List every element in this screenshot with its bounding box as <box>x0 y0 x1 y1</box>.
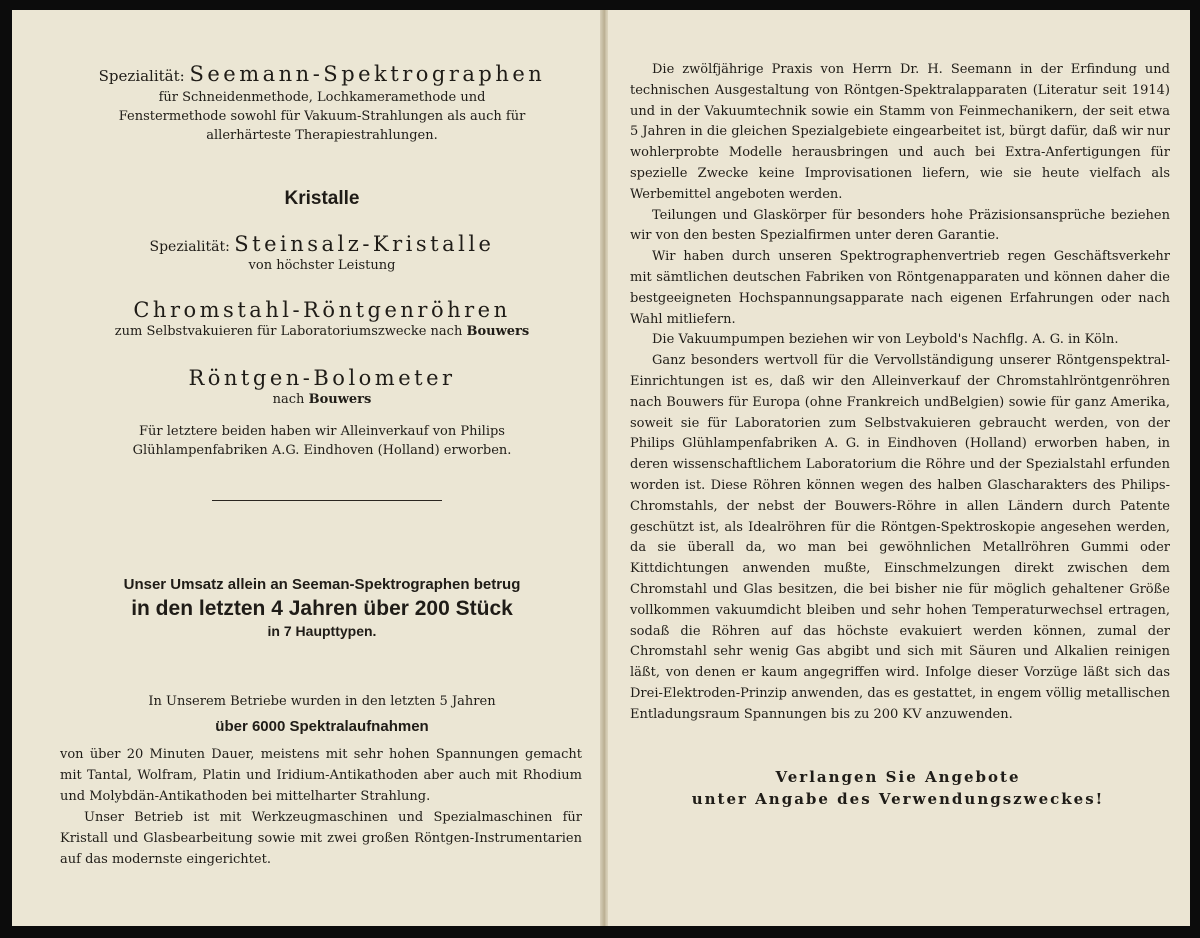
umsatz-section <box>32 576 612 639</box>
bolometer-heading: Röntgen-Bolometer <box>188 366 456 390</box>
chromstahl-section <box>32 298 612 341</box>
teilungen-paragraph: Teilungen und Glaskörper für besonders hohe Präzisionsansprüche beziehen wir von den besten Spezialfirmen unter deren Garantie. <box>630 207 1170 244</box>
chromstahl-heading: Chromstahl-Röntgenröhren <box>133 298 511 322</box>
seemann-section <box>52 62 592 145</box>
closing-callout <box>628 766 1168 810</box>
right-page <box>608 10 1190 926</box>
bolometer-section <box>32 366 612 409</box>
right-text-body <box>630 60 1170 726</box>
umsatz-line3: in 7 Haupttypen. <box>267 623 377 639</box>
umsatz-line2: in den letzten 4 Jahren über 200 Stück <box>131 597 513 620</box>
seemann-heading: Seemann-Spektrographen <box>189 62 546 86</box>
specialty-prefix-2: Spezialität: <box>149 239 230 255</box>
closing-line1: Verlangen Sie Angebote <box>775 768 1021 786</box>
brochure-spread <box>12 10 1190 926</box>
seemann-description: für Schneidenmethode, Lochkameramethode und Fenstermethode sowohl für Vakuum-Strahlungen als auch für allerhärteste Therapiestrahlungen. <box>118 90 526 143</box>
left-page <box>12 10 602 926</box>
chromstahl-paragraph: Ganz besonders wertvoll für die Vervollständigung unserer Röntgenspektral-Einrichtungen ist es, daß wir den Alleinverkauf der Chromstahlröntgenröhren nach Bouwers für Europa (ohne Frankreich undBelgien) sowie für ganz Amerika, soweit sie für Laboratorien zum Selbstvakuieren gebraucht werden, von der Philips Glühlampenfabriken A. G. in Eindhoven (Holland) erworben haben, in deren wissenschaftlichem Laboratorium die Röhre und der Spezialstahl erfunden worden ist. Diese Röhren können wegen des halben Glascharakters des Philips-Chromstahls, der nebst der Bouwers-Röhre in allen Ländern durch Patente geschützt ist, als Idealröhren für die Röntgen-Spektroskopie angesehen werden, da sie überall da, wo man bei gewöhnlichen Metallröhren Gummi oder Kittdichtungen anwenden mußte, Einschmelzungen direkt zwischen dem Chromstahl und Glas besitzen, die bei bisher nie für möglich gehaltener Größe vollkommen vakuumdicht bleiben und sehr hohen Temperaturwechsel ertragen, sodaß die Röhren auf das höchste evakuiert werden können, zumal der Chromstahl sehr wenig Gas abgibt und sich mit Säuren und Alkalien reinigen läßt, von denen er kaum angegriffen wird. Infolge dieser Vorzüge läßt sich das Drei-Elektroden-Prinzip anwenden, das es gestattet, in engem völlig metallischen Entladungsraum Spannungen bis zu 200 KV anzuwenden. <box>630 353 1170 722</box>
bolometer-inventor: Bouwers <box>308 392 372 407</box>
praxis-paragraph: Die zwölfjährige Praxis von Herrn Dr. H. Seemann in der Erfindung und technischen Ausgestaltung von Röntgen-Spektralapparaten (Literatur seit 1914) und in der Vakuumtechnik sowie ein Stamm von Feinmechanikern, der seit etwa 5 Jahren in die gleichen Spezialgebiete eingearbeitet ist, bürgt dafür, daß wir nur wohlerprobte Modelle herausbringen und auch bei Extra-Anfertigungen für spezielle Zwecke keine Improvisationen liefern, wie sie heute vielfach als Werbemittel angeboten werden. <box>630 62 1170 202</box>
chromstahl-inventor: Bouwers <box>466 324 530 339</box>
steinsalz-subtitle: von höchster Leistung <box>248 258 396 273</box>
spektrograph-vertrieb-paragraph: Wir haben durch unseren Spektrographenvertrieb regen Geschäftsverkehr mit sämtlichen deutschen Fabriken von Röntgenapparaten und können daher die bestgeeigneten Hochspannungsapparate nach eigenen Erfahrungen oder nach Wahl mitliefern. <box>630 249 1170 327</box>
kristalle-heading: Kristalle <box>284 188 360 209</box>
steinsalz-section <box>52 232 592 275</box>
chromstahl-subtitle: zum Selbstvakuieren für Laboratoriumszwecke nach <box>114 324 463 339</box>
betrieb-details: von über 20 Minuten Dauer, meistens mit sehr hohen Spannungen gemacht mit Tantal, Wolfram, Platin und Iridium-Antikathoden aber auch mit Rhodium und Molybdän-Antikathoden bei mittelharter Strahlung. <box>60 747 582 804</box>
betrieb-line2: über 6000 Spektralaufnahmen <box>215 718 429 735</box>
alleinverkauf-note: Für letztere beiden haben wir Alleinverkauf von Philips Glühlampenfabriken A.G. Eindhoven (Holland) erworben. <box>132 424 512 458</box>
closing-line2: unter Angabe des Verwendungszweckes! <box>691 790 1105 808</box>
specialty-prefix: Spezialität: <box>98 67 185 85</box>
steinsalz-heading: Steinsalz-Kristalle <box>234 232 495 256</box>
betrieb-line1: In Unserem Betriebe wurden in den letzten 5 Jahren <box>148 694 496 709</box>
vakuumpumpen-paragraph: Die Vakuumpumpen beziehen wir von Leybold's Nachflg. A. G. in Köln. <box>652 332 1119 348</box>
betrieb-paragraph <box>60 744 582 870</box>
werkzeug-details: Unser Betrieb ist mit Werkzeugmaschinen und Spezialmaschinen für Kristall und Glasbearbeitung sowie mit zwei großen Röntgen-Instrumentarien auf das modernste eingerichtet. <box>60 810 582 867</box>
umsatz-line1: Unser Umsatz allein an Seeman-Spektrographen betrug <box>123 576 521 593</box>
bolometer-subtitle: nach <box>272 392 305 407</box>
section-divider <box>212 500 442 501</box>
